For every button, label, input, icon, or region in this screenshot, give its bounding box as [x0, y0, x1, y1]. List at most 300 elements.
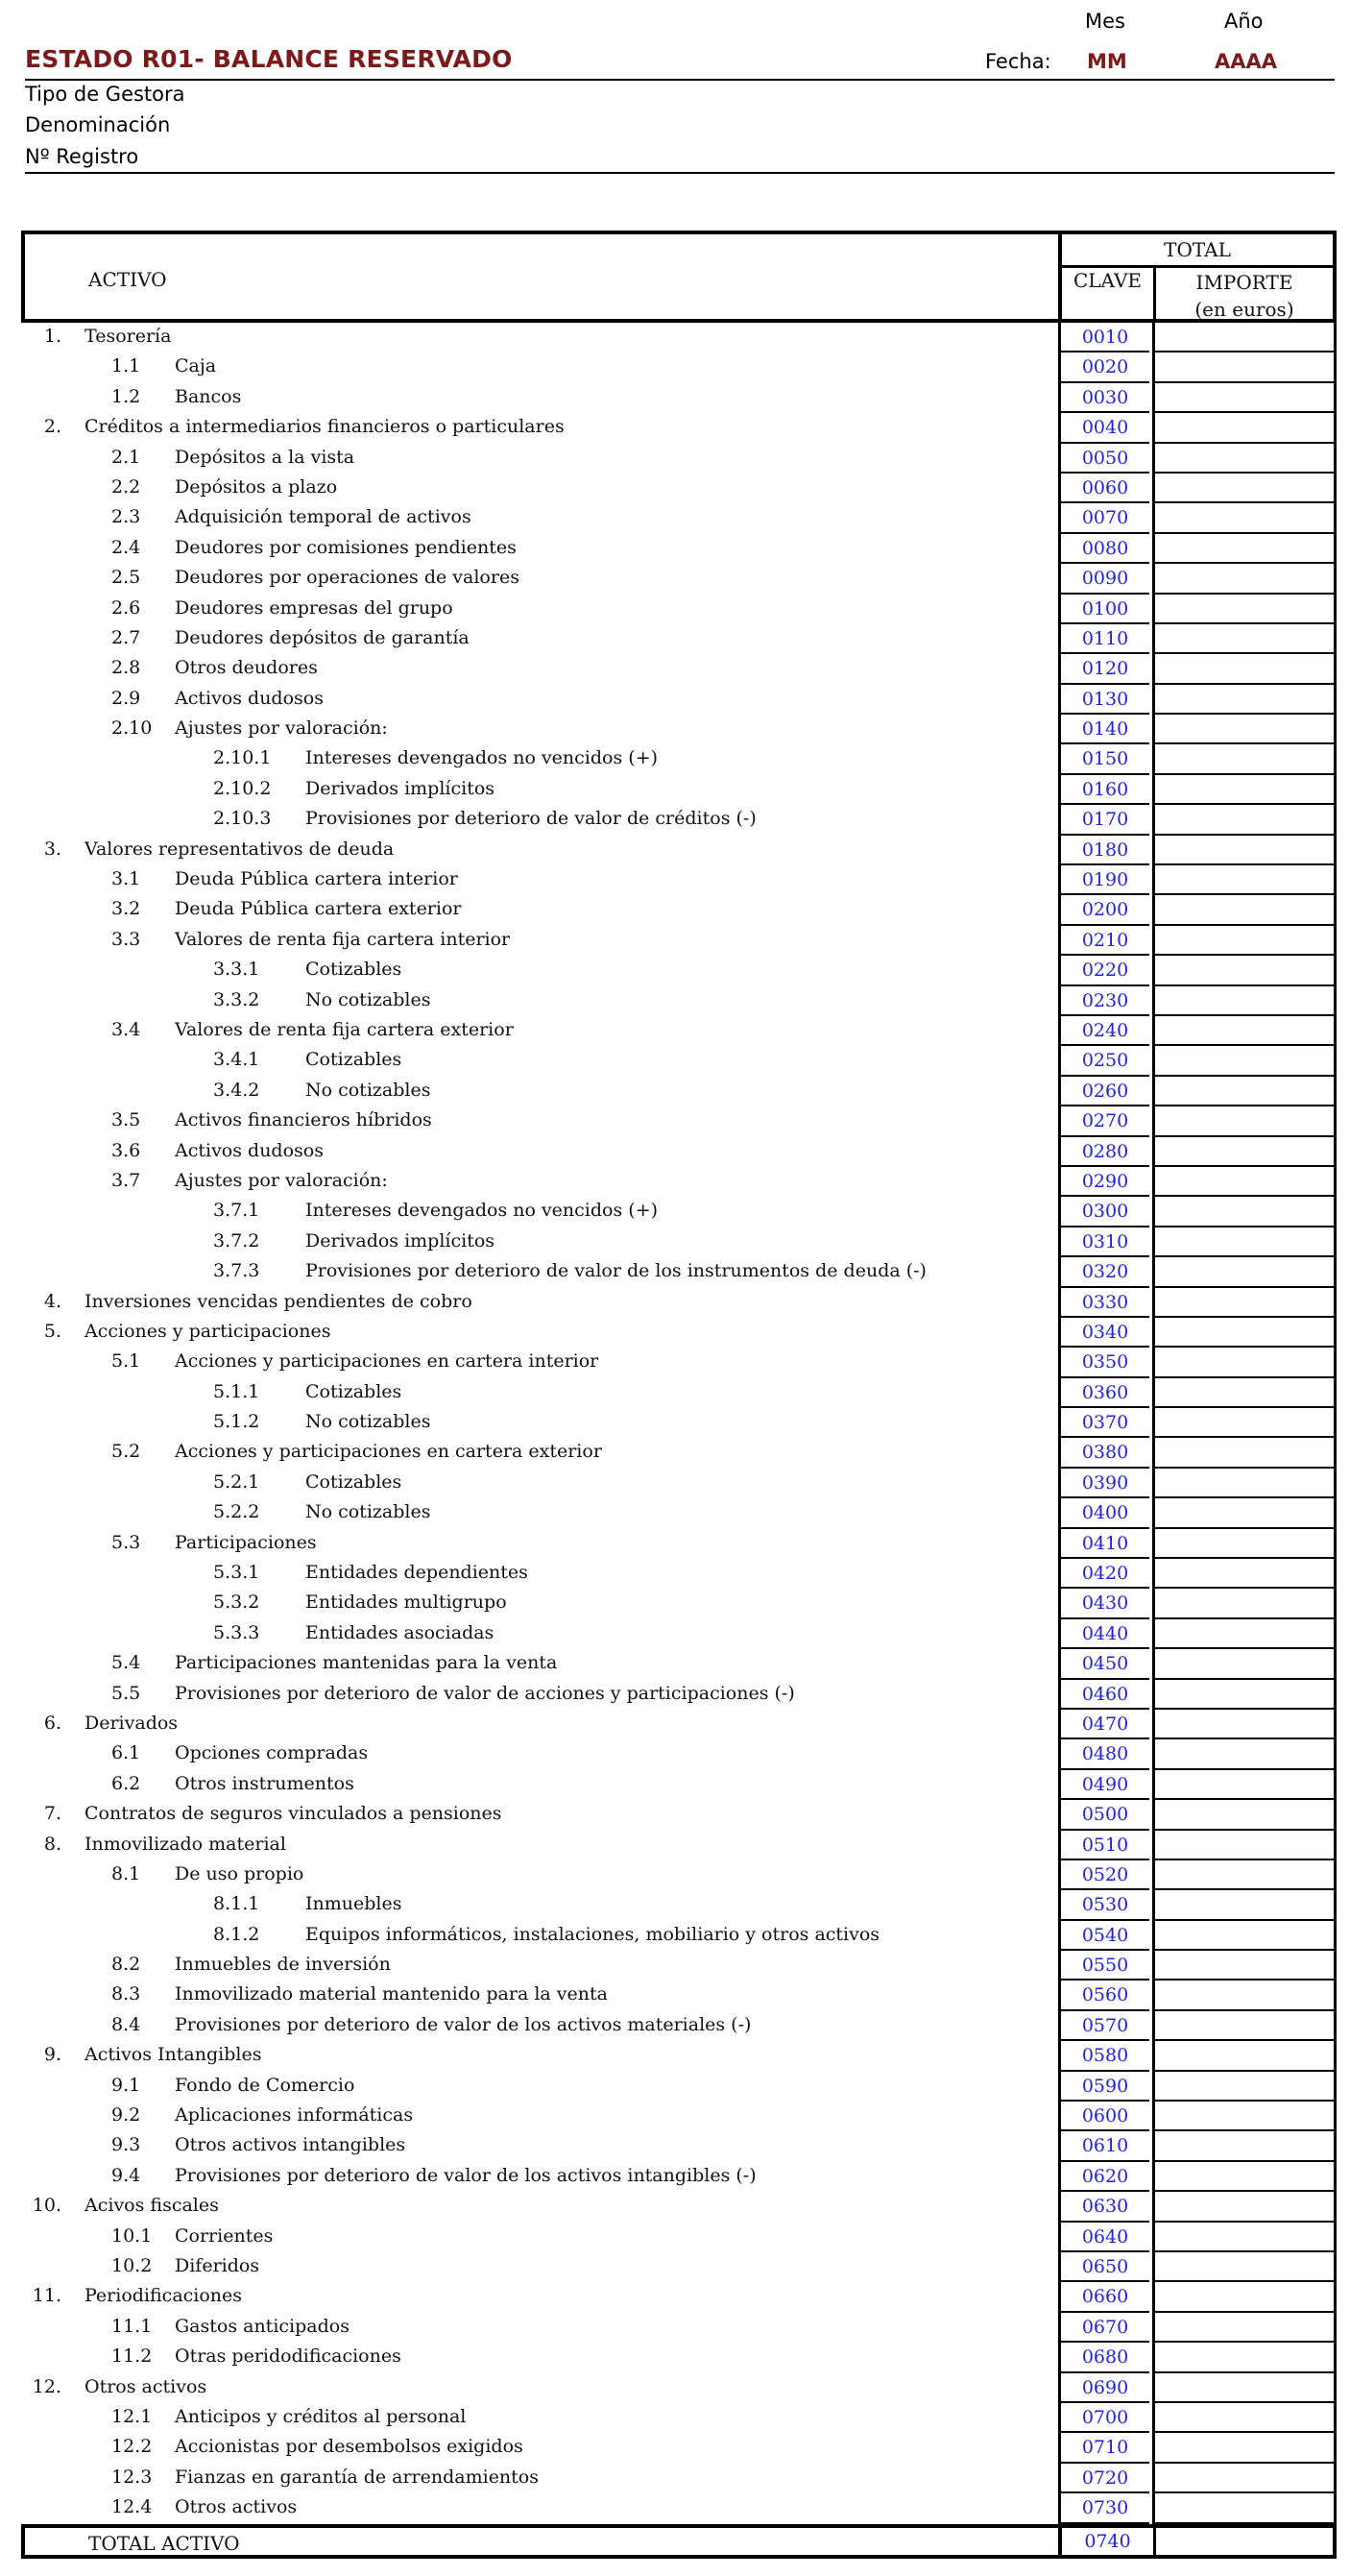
row-number: 2.8: [111, 657, 141, 679]
row-clave: 0590: [1058, 2072, 1149, 2102]
row-label: Provisiones por deterioro de valor de los activos intangibles (-): [175, 2164, 757, 2186]
fecha-label: Fecha:: [985, 50, 1051, 73]
table-row: [21, 534, 1337, 564]
row-clave: 0580: [1058, 2041, 1149, 2071]
row-clave: 0090: [1058, 564, 1149, 594]
row-label: Depósitos a plazo: [175, 475, 338, 498]
table-row: [21, 2102, 1337, 2131]
total-importe-field[interactable]: [1153, 2528, 1333, 2555]
row-importe-field[interactable]: [1152, 1860, 1337, 1890]
row-number: 3.3.1: [213, 959, 260, 981]
row-label: No cotizables: [305, 1501, 431, 1523]
row-clave: 0220: [1058, 956, 1149, 985]
row-clave: 0130: [1058, 685, 1149, 715]
row-importe-field[interactable]: [1152, 1016, 1337, 1046]
row-label: Valores de renta fija cartera exterior: [175, 1018, 514, 1040]
row-number: 2.7: [111, 626, 141, 648]
row-label: Deudores por comisiones pendientes: [175, 536, 517, 558]
row-importe-field[interactable]: [1152, 1408, 1337, 1438]
row-importe-field[interactable]: [1152, 1981, 1337, 2010]
page-title: ESTADO R01- BALANCE RESERVADO: [25, 45, 513, 73]
table-row: [21, 2072, 1337, 2102]
table-row: [21, 1288, 1337, 1318]
row-importe-field[interactable]: [1152, 865, 1337, 895]
row-number: 4.: [43, 1290, 61, 1312]
table-row: [21, 503, 1337, 533]
table-row: [21, 1197, 1337, 1227]
row-importe-field[interactable]: [1152, 595, 1337, 624]
row-clave: 0190: [1058, 865, 1149, 895]
row-label: Derivados implícitos: [305, 1229, 495, 1252]
row-number: 5.3.3: [213, 1621, 260, 1643]
row-label: Deudores por operaciones de valores: [175, 567, 519, 589]
table-row: [21, 1469, 1337, 1498]
row-clave: 0150: [1058, 744, 1149, 774]
table-row: [21, 2493, 1337, 2523]
row-number: 5.1.1: [213, 1380, 260, 1402]
row-clave: 0410: [1058, 1529, 1149, 1559]
row-number: 8.4: [111, 2013, 141, 2035]
row-label: Activos dudosos: [175, 1139, 324, 1161]
row-number: 1.: [43, 326, 61, 347]
row-label: Inmuebles: [305, 1893, 402, 1915]
row-importe-field[interactable]: [1152, 2162, 1337, 2192]
row-importe-field[interactable]: [1152, 1077, 1337, 1106]
activo-header: ACTIVO: [88, 268, 167, 291]
row-importe-field[interactable]: [1152, 2223, 1337, 2252]
row-number: 3.7: [111, 1169, 141, 1191]
row-label: Periodificaciones: [84, 2285, 243, 2307]
row-label: Aplicaciones informáticas: [175, 2104, 414, 2126]
row-clave: 0140: [1058, 715, 1149, 744]
row-label: Créditos a intermediarios financieros o particulares: [84, 416, 565, 438]
row-label: Intereses devengados no vencidos (+): [305, 1200, 659, 1222]
row-number: 3.2: [111, 898, 141, 920]
row-clave: 0370: [1058, 1408, 1149, 1438]
table-row: [21, 413, 1337, 443]
row-importe-field[interactable]: [1152, 534, 1337, 564]
row-importe-field[interactable]: [1152, 895, 1337, 925]
table-row: [21, 1046, 1337, 1076]
row-number: 8.1.1: [213, 1893, 260, 1915]
row-importe-field[interactable]: [1152, 1227, 1337, 1257]
row-label: Deuda Pública cartera interior: [175, 868, 458, 890]
row-clave: 0510: [1058, 1831, 1149, 1860]
table-row: [21, 685, 1337, 715]
row-label: Derivados implícitos: [305, 777, 495, 799]
table-row: [21, 2433, 1337, 2463]
table-row: [21, 1589, 1337, 1618]
row-label: Derivados: [84, 1712, 179, 1734]
registro-label: Nº Registro: [25, 145, 139, 168]
row-label: Inversiones vencidas pendientes de cobro: [84, 1290, 472, 1312]
row-importe-field[interactable]: [1152, 2282, 1337, 2312]
row-clave: 0290: [1058, 1167, 1149, 1197]
row-importe-field[interactable]: [1152, 1710, 1337, 1739]
row-importe-field[interactable]: [1152, 2041, 1337, 2071]
table-row: [21, 926, 1337, 956]
row-importe-field[interactable]: [1152, 1951, 1337, 1981]
row-label: Contratos de seguros vinculados a pensiones: [84, 1803, 502, 1825]
row-clave: 0110: [1058, 624, 1149, 654]
row-label: Cotizables: [305, 959, 402, 981]
table-row: [21, 1890, 1337, 1920]
row-clave: 0310: [1058, 1227, 1149, 1257]
row-importe-field[interactable]: [1152, 1348, 1337, 1377]
row-label: Inmuebles de inversión: [175, 1954, 391, 1976]
table-row: [21, 1619, 1337, 1649]
table-row: [21, 2192, 1337, 2222]
row-clave: 0320: [1058, 1257, 1149, 1287]
table-row: [21, 474, 1337, 503]
row-importe-field[interactable]: [1152, 2464, 1337, 2493]
row-number: 9.: [43, 2044, 61, 2066]
row-clave: 0350: [1058, 1348, 1149, 1377]
row-label: Valores de renta fija cartera interior: [175, 928, 511, 950]
row-importe-field[interactable]: [1152, 352, 1337, 382]
row-clave: 0020: [1058, 352, 1149, 382]
table-row: [21, 744, 1337, 774]
row-importe-field[interactable]: [1152, 1649, 1337, 1679]
row-clave: 0270: [1058, 1106, 1149, 1136]
row-clave: 0360: [1058, 1378, 1149, 1408]
row-importe-field[interactable]: [1152, 444, 1337, 474]
row-clave: 0050: [1058, 444, 1149, 474]
row-number: 2.10.2: [213, 777, 272, 799]
row-number: 6.2: [111, 1772, 141, 1794]
mes-field[interactable]: MM: [1087, 50, 1127, 73]
table-row: [21, 2252, 1337, 2282]
balance-table: [21, 231, 1337, 2559]
row-clave: 0060: [1058, 474, 1149, 503]
row-label: Gastos anticipados: [175, 2315, 350, 2337]
row-label: Bancos: [175, 385, 242, 407]
row-importe-field[interactable]: [1152, 1589, 1337, 1618]
row-label: Adquisición temporal de activos: [175, 506, 471, 528]
row-clave: 0240: [1058, 1016, 1149, 1046]
row-number: 12.2: [111, 2436, 153, 2458]
row-clave: 0520: [1058, 1860, 1149, 1890]
row-number: 11.: [32, 2285, 61, 2307]
row-clave: 0210: [1058, 926, 1149, 956]
row-importe-field[interactable]: [1152, 654, 1337, 684]
row-importe-field[interactable]: [1152, 2313, 1337, 2343]
row-importe-field[interactable]: [1152, 2403, 1337, 2433]
row-label: No cotizables: [305, 1079, 431, 1101]
row-label: Provisiones por deterioro de valor de los instrumentos de deuda (-): [305, 1260, 927, 1282]
row-number: 9.1: [111, 2074, 141, 2096]
row-label: Corrientes: [175, 2224, 274, 2247]
row-importe-field[interactable]: [1152, 624, 1337, 654]
row-clave: 0230: [1058, 986, 1149, 1016]
table-row: [21, 836, 1337, 865]
row-number: 12.: [32, 2375, 61, 2397]
row-number: 1.2: [111, 385, 141, 407]
row-number: 2.4: [111, 536, 141, 558]
total-activo-label: TOTAL ACTIVO: [88, 2531, 240, 2555]
row-number: 11.1: [111, 2315, 153, 2337]
row-clave: 0200: [1058, 895, 1149, 925]
ano-label: Año: [1224, 10, 1264, 33]
row-number: 2.3: [111, 506, 141, 528]
row-clave: 0430: [1058, 1589, 1149, 1618]
row-clave: 0670: [1058, 2313, 1149, 2343]
importe-header-unit: (en euros): [1194, 298, 1294, 321]
row-clave: 0610: [1058, 2131, 1149, 2161]
row-number: 9.3: [111, 2134, 141, 2156]
header-divider-bottom: [25, 172, 1335, 174]
row-label: Acciones y participaciones: [84, 1320, 331, 1342]
row-label: Ajustes por valoración:: [175, 1169, 388, 1191]
row-label: Cotizables: [305, 1049, 402, 1071]
row-clave: 0170: [1058, 805, 1149, 835]
row-number: 6.: [43, 1712, 61, 1734]
row-importe-field[interactable]: [1152, 2433, 1337, 2463]
table-row: [21, 654, 1337, 684]
row-number: 12.4: [111, 2496, 153, 2518]
row-importe-field[interactable]: [1152, 1921, 1337, 1951]
table-row: [21, 2131, 1337, 2161]
row-clave: 0570: [1058, 2011, 1149, 2041]
table-row: [21, 1770, 1337, 1800]
table-row: [21, 323, 1337, 352]
header-divider-top: [25, 79, 1335, 81]
row-label: Acivos fiscales: [84, 2195, 219, 2217]
row-importe-field[interactable]: [1152, 1800, 1337, 1830]
row-label: Inmovilizado material mantenido para la venta: [175, 1983, 608, 2005]
row-importe-field[interactable]: [1152, 503, 1337, 533]
row-importe-field[interactable]: [1152, 744, 1337, 774]
row-importe-field[interactable]: [1152, 1257, 1337, 1287]
table-row: [21, 1016, 1337, 1046]
table-row: [21, 2011, 1337, 2041]
row-clave: 0730: [1058, 2493, 1149, 2523]
row-clave: 0640: [1058, 2223, 1149, 2252]
table-row: [21, 1106, 1337, 1136]
row-label: Otros activos: [175, 2496, 298, 2518]
row-number: 3.4: [111, 1018, 141, 1040]
row-importe-field[interactable]: [1152, 2102, 1337, 2131]
row-label: Intereses devengados no vencidos (+): [305, 747, 659, 769]
row-importe-field[interactable]: [1152, 1318, 1337, 1348]
row-importe-field[interactable]: [1152, 1378, 1337, 1408]
row-clave: 0040: [1058, 413, 1149, 443]
ano-field[interactable]: AAAA: [1215, 50, 1278, 73]
row-number: 1.1: [111, 355, 141, 377]
importe-header-label: IMPORTE: [1195, 271, 1293, 294]
row-importe-field[interactable]: [1152, 1288, 1337, 1318]
row-importe-field[interactable]: [1152, 2131, 1337, 2161]
row-number: 3.7.2: [213, 1229, 260, 1252]
row-importe-field[interactable]: [1152, 323, 1337, 352]
row-clave: 0480: [1058, 1739, 1149, 1769]
row-number: 8.: [43, 1833, 61, 1855]
row-number: 3.7.1: [213, 1200, 260, 1222]
table-row: [21, 2223, 1337, 2252]
row-importe-field[interactable]: [1152, 1680, 1337, 1710]
table-row: [21, 595, 1337, 624]
row-clave: 0500: [1058, 1800, 1149, 1830]
row-label: Equipos informáticos, instalaciones, mobiliario y otros activos: [305, 1923, 880, 1945]
table-row: [21, 624, 1337, 654]
table-row: [21, 956, 1337, 985]
row-label: No cotizables: [305, 1411, 431, 1433]
table-row: [21, 1227, 1337, 1257]
row-importe-field[interactable]: [1152, 1137, 1337, 1167]
tipo-gestora-label: Tipo de Gestora: [25, 83, 185, 106]
table-row: [21, 1981, 1337, 2010]
table-row: [21, 2313, 1337, 2343]
row-label: Depósitos a la vista: [175, 446, 355, 468]
row-number: 2.6: [111, 596, 141, 619]
row-importe-field[interactable]: [1152, 1438, 1337, 1468]
row-number: 3.3: [111, 928, 141, 950]
row-importe-field[interactable]: [1152, 1529, 1337, 1559]
row-importe-field[interactable]: [1152, 2072, 1337, 2102]
row-number: 5.2.2: [213, 1501, 260, 1523]
row-importe-field[interactable]: [1152, 1890, 1337, 1920]
importe-header: [1156, 269, 1333, 323]
row-number: 2.2: [111, 475, 141, 498]
table-row: [21, 1137, 1337, 1167]
row-importe-field[interactable]: [1152, 2011, 1337, 2041]
row-number: 8.3: [111, 1983, 141, 2005]
clave-header: CLAVE: [1073, 269, 1143, 292]
table-row: [21, 895, 1337, 925]
row-clave: 0490: [1058, 1770, 1149, 1800]
row-importe-field[interactable]: [1152, 1106, 1337, 1136]
row-number: 5.1: [111, 1350, 141, 1373]
row-clave: 0600: [1058, 2102, 1149, 2131]
row-clave: 0160: [1058, 775, 1149, 805]
row-number: 2.10.3: [213, 808, 272, 830]
row-number: 5.3: [111, 1531, 141, 1553]
row-number: 12.1: [111, 2405, 153, 2427]
row-importe-field[interactable]: [1152, 836, 1337, 865]
row-importe-field[interactable]: [1152, 413, 1337, 443]
row-label: Provisiones por deterioro de valor de acciones y participaciones (-): [175, 1682, 795, 1704]
row-clave: 0180: [1058, 836, 1149, 865]
row-number: 5.3.2: [213, 1592, 260, 1614]
row-clave: 0690: [1058, 2373, 1149, 2403]
row-importe-field[interactable]: [1152, 685, 1337, 715]
row-label: Entidades multigrupo: [305, 1592, 507, 1614]
row-clave: 0400: [1058, 1498, 1149, 1528]
table-row: [21, 1408, 1337, 1438]
row-clave: 0660: [1058, 2282, 1149, 2312]
row-importe-field[interactable]: [1152, 2252, 1337, 2282]
row-importe-field[interactable]: [1152, 383, 1337, 413]
total-row: [21, 2524, 1337, 2559]
row-importe-field[interactable]: [1152, 1619, 1337, 1649]
row-importe-field[interactable]: [1152, 926, 1337, 956]
table-row: [21, 2343, 1337, 2372]
row-importe-field[interactable]: [1152, 2343, 1337, 2372]
row-importe-field[interactable]: [1152, 1469, 1337, 1498]
row-importe-field[interactable]: [1152, 775, 1337, 805]
row-importe-field[interactable]: [1152, 956, 1337, 985]
row-number: 11.2: [111, 2345, 153, 2368]
row-label: Participaciones mantenidas para la venta: [175, 1652, 558, 1674]
row-importe-field[interactable]: [1152, 1831, 1337, 1860]
row-importe-field[interactable]: [1152, 2192, 1337, 2222]
row-label: Tesorería: [84, 326, 172, 347]
table-row: [21, 444, 1337, 474]
row-number: 3.5: [111, 1109, 141, 1131]
row-label: Acciones y participaciones en cartera exterior: [175, 1441, 602, 1463]
row-clave: 0530: [1058, 1890, 1149, 1920]
table-row: [21, 1739, 1337, 1769]
row-label: De uso propio: [175, 1862, 304, 1884]
row-label: Diferidos: [175, 2255, 260, 2276]
row-clave: 0300: [1058, 1197, 1149, 1227]
row-label: Activos Intangibles: [84, 2044, 262, 2066]
row-importe-field[interactable]: [1152, 1167, 1337, 1197]
row-importe-field[interactable]: [1152, 2373, 1337, 2403]
table-row: [21, 1800, 1337, 1830]
row-importe-field[interactable]: [1152, 474, 1337, 503]
row-importe-field[interactable]: [1152, 2493, 1337, 2523]
row-clave: 0340: [1058, 1318, 1149, 1348]
table-body: [21, 323, 1337, 2524]
row-importe-field[interactable]: [1152, 986, 1337, 1016]
table-row: [21, 1348, 1337, 1377]
row-number: 2.5: [111, 567, 141, 589]
row-number: 10.1: [111, 2224, 153, 2247]
table-row: [21, 775, 1337, 805]
row-clave: 0080: [1058, 534, 1149, 564]
row-importe-field[interactable]: [1152, 564, 1337, 594]
row-label: Provisiones por deterioro de valor de los activos materiales (-): [175, 2013, 752, 2035]
table-row: [21, 2041, 1337, 2071]
row-importe-field[interactable]: [1152, 805, 1337, 835]
table-row: [21, 352, 1337, 382]
table-row: [21, 1529, 1337, 1559]
row-importe-field[interactable]: [1152, 1559, 1337, 1589]
row-number: 3.7.3: [213, 1260, 260, 1282]
row-label: Entidades dependientes: [305, 1562, 528, 1584]
row-number: 12.3: [111, 2466, 153, 2488]
row-importe-field[interactable]: [1152, 1498, 1337, 1528]
row-clave: 0680: [1058, 2343, 1149, 2372]
row-label: Deudores depósitos de garantía: [175, 626, 470, 648]
row-importe-field[interactable]: [1152, 1197, 1337, 1227]
row-number: 10.: [32, 2195, 61, 2217]
row-importe-field[interactable]: [1152, 1770, 1337, 1800]
row-clave: 0460: [1058, 1680, 1149, 1710]
row-clave: 0070: [1058, 503, 1149, 533]
row-number: 9.2: [111, 2104, 141, 2126]
row-number: 3.4.2: [213, 1079, 260, 1101]
table-row: [21, 1951, 1337, 1981]
row-clave: 0260: [1058, 1077, 1149, 1106]
row-clave: 0280: [1058, 1137, 1149, 1167]
row-importe-field[interactable]: [1152, 1046, 1337, 1076]
row-importe-field[interactable]: [1152, 715, 1337, 744]
denominacion-label: Denominación: [25, 113, 171, 136]
row-label: Caja: [175, 355, 217, 377]
table-row: [21, 715, 1337, 744]
row-importe-field[interactable]: [1152, 1739, 1337, 1769]
row-clave: 0440: [1058, 1619, 1149, 1649]
row-label: Ajustes por valoración:: [175, 717, 388, 740]
row-label: Otros activos: [84, 2375, 207, 2397]
table-row: [21, 1710, 1337, 1739]
row-clave: 0630: [1058, 2192, 1149, 2222]
table-row: [21, 1438, 1337, 1468]
row-label: Entidades asociadas: [305, 1621, 494, 1643]
row-clave: 0450: [1058, 1649, 1149, 1679]
